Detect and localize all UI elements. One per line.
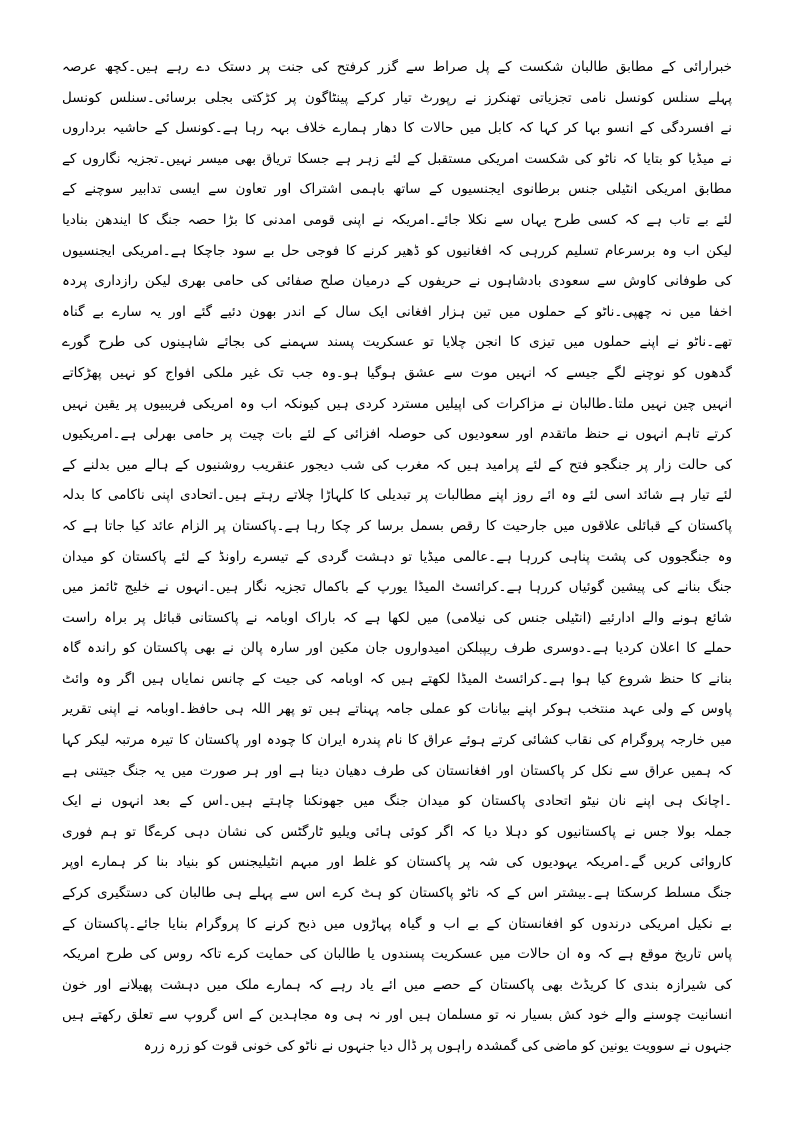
text-line: مطابق امریکی انٹیلی جنس برطانوی ایجنسیوں کے ساتھ باہمی اشتراک اور تعاون سے ایسی تدابیر سوچنے کے bbox=[62, 181, 732, 198]
text-line: کرتے تاہم انہوں نے حنظ ماتقدم اور سعودیوں کی حوصلہ افزائی کے لئے بات چیت پر حامی بھرلی ہے۔امریکیوں bbox=[62, 426, 732, 443]
text-line: بنانے کا حنظ شروع کیا ہوا ہے۔کرائسٹ المیڈا لکھتے ہیں کہ اوبامہ کی جیت کے چانس نمایاں ہیں اگر وہ وائٹ bbox=[62, 670, 732, 687]
text-line: پاوس کے ولی عہد منتخب ہوکر اپنے بیانات کو عملی جامہ پہناتے ہیں تو پھر اللہ ہی حافظ۔اوبامہ نے اپنی تقریر bbox=[62, 701, 732, 718]
text-line: نے افسردگی کے انسو بہا کر کہا کہ کابل میں حالات کا دھار ہمارے خلاف بہہ رہا ہے۔کونسل کے حاشیہ برداروں bbox=[62, 120, 732, 137]
text-line: نے میڈیا کو بتایا کہ ناٹو کی شکست امریکی مستقبل کے لئے زہر ہے جسکا تریاق بھی میسر نہیں۔تجزیہ نگاروں کے bbox=[62, 150, 732, 167]
text-line: ۔اچانک ہی اپنے نان نیٹو اتحادی پاکستان کو میدان جنگ میں جھونکنا چاہتے ہیں۔اس کے بعد انہوں نے ایک bbox=[62, 793, 732, 810]
text-line: لیکن اب وہ برسرعام تسلیم کررہی کہ افغانیوں کو ڈھیر کرنے کا فوجی حل بے سود جاچکا ہے۔امریکی ایجنسیوں bbox=[62, 242, 732, 259]
text-line: انسانیت چوسنے والے خود کش بسیار نہ تو مسلمان ہیں اور نہ ہی وہ مجاہدین کے اس گروپ سے تعلق رکھتے ہیں bbox=[62, 1007, 732, 1024]
text-line: پاس تاریخ موقع ہے کہ وہ ان حالات میں عسکریت پسندوں یا طالبان کی حمایت کرے تاکہ روس کی طرح امریکہ bbox=[62, 946, 732, 963]
text-line: خبرارائی کے مطابق طالبان شکست کے پل صراط سے گزر کرفتح کی جنت پر دستک دے رہے ہیں۔کچھ عرصہ bbox=[62, 59, 732, 75]
text-line: بے نکیل امریکی درندوں کو افغانستان کے بے اب و گیاہ پہاڑوں میں ذبح کرنے کا پروگرام بنایا جائے۔پاکستان کے bbox=[62, 915, 732, 932]
text-line: اخفا میں نہ چھپی۔ناٹو کے حملوں میں تین ہزار افغانی ایک سال کے اندر بھون دئیے گئے اور یہ سارے بے گناہ bbox=[62, 303, 732, 320]
text-line: لئے تیار ہے شائد اسی لئے وہ ائے روز اپنے مطالبات پر تبدیلی کا کلہاڑا چلاتے رہتے ہیں۔اتحادی اپنی ناکامی کا بدلہ bbox=[62, 487, 732, 504]
text-line: لئے بے تاب ہے کہ کسی طرح یہاں سے نکلا جائے۔امریکہ نے اپنی قومی امدنی کا بڑا حصہ جنگ کا ایندھن بنادیا bbox=[62, 211, 732, 228]
article-body bbox=[62, 52, 732, 1062]
text-line: میں خارجہ پروگرام کی نقاب کشائی کرتے ہوئے عراق کا نام پندرہ ایران کا چودہ اور پاکستان کا تیرہ مرتبہ لیکر کہا bbox=[62, 732, 732, 749]
text-line: جنگ مسلط کرسکتا ہے۔بیشتر اس کے کہ ناٹو پاکستان کو ہٹ کرے اس سے پہلے ہی طالبان کی دستگیری کرکے bbox=[62, 885, 732, 902]
text-line: انہیں چین نہیں ملتا۔طالبان نے مزاکرات کی اپیلیں مسترد کردی ہیں کیونکہ اب وہ امریکی فریبیوں پر یقین نہیں bbox=[62, 395, 732, 412]
text-line: پہلے سنلس کونسل نامی تجزیاتی تھنکرز نے رپورٹ تیار کرکے پینٹاگون پر کڑکتی بجلی برسائی۔سنلس کونسل bbox=[62, 89, 732, 106]
text-line: کہ ہمیں عراق سے نکل کر پاکستان اور افغانستان کی طرف دھیان دینا ہے اور ہر صورت میں یہ جنگ جیتنی ہے bbox=[62, 762, 732, 779]
text-line: کی حالت زار پر جنگجو فتح کے لئے پرامید ہیں کہ مغرب کی شب دیجور عنقریب روشنیوں کے ہالے میں بدلنے کے bbox=[62, 456, 732, 473]
text-line: جنہوں نے سوویت یونین کو ماضی کی گمشدہ راہوں پر ڈال دیا جنہوں نے ناٹو کی خونی قوت کو زرہ زرہ bbox=[143, 1038, 732, 1054]
text-line: وہ جنگجووں کی پشت پناہی کررہا ہے۔عالمی میڈیا تو دہشت گردی کے تیسرے راونڈ کے لئے پاکستان کو میدان bbox=[62, 548, 732, 565]
text-line: کاروائی کریں گے۔امریکہ یہودیوں کی شہ پر پاکستان کو غلط اور مبہم انٹیلیجنس کو بنیاد بنا کر ہمارے اوپر bbox=[62, 854, 732, 871]
text-line: تھے۔ناٹو نے اپنے حملوں میں تیزی کا انجن چلایا تو عسکریت پسند سہمنے کی بجائے شاہینوں کی طرح گورے bbox=[62, 334, 732, 351]
text-line: شائع ہونے والے ادارئیے (انٹیلی جنس کی نیلامی) میں لکھا ہے کہ باراک اوبامہ نے پاکستانی قبائل پر براہ راست bbox=[62, 609, 732, 626]
text-line: کی شیرازہ بندی کا کریڈٹ بھی پاکستان کے حصے میں ائے یاد رہے کہ ہمارے ملک میں دہشت پھیلانے اور خون bbox=[62, 976, 732, 993]
text-line: جنگ بنانے کی پیشین گوئیاں کررہا ہے۔کرائسٹ المیڈا یورپ کے باکمال تجزیہ نگار ہیں۔انہوں نے خلیج ٹائمز میں bbox=[62, 579, 732, 596]
text-line: گدھوں کو نوچنے لگے جیسے کہ انہیں موت سے عشق ہوگیا ہو۔وہ جب تک غیر ملکی افواج کو نہیں پھڑکاتے bbox=[62, 364, 732, 381]
text-line: کی طوفانی کاوش سے سعودی بادشاہوں نے حریفوں کے درمیان صلح صفائی کی حامی بھری لیکن رازداری پردہ bbox=[62, 273, 732, 290]
text-line: پاکستان کے قبائلی علاقوں میں جارحیت کا رقص بسمل برسا کر چکا رہا ہے۔پاکستان پر الزام عائد کیا جاتا ہے کہ bbox=[62, 517, 732, 534]
text-line: حملے کا اعلان کردیا ہے۔دوسری طرف ریپبلکن امیدواروں جان مکین اور سارہ پالن نے بھی پاکستان کو راندہ گاہ bbox=[62, 640, 732, 657]
text-line: جملہ بولا جس نے پاکستانیوں کو دہلا دیا کہ اگر کوئی ہائی ویلیو ٹارگٹس کی نشان دہی کرےگا تو ہم فوری bbox=[62, 823, 732, 840]
